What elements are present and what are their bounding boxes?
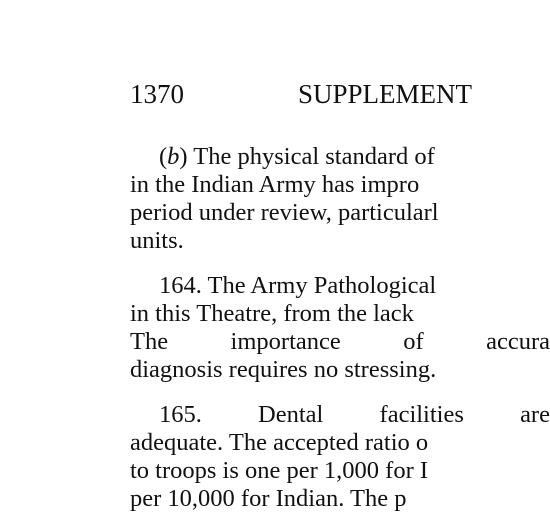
running-head: SUPPLEMENT xyxy=(298,79,473,109)
text-line: to troops is one per 1,000 for I xyxy=(130,457,429,484)
text-line: 165. Dental facilities are xyxy=(159,401,550,428)
text-line: adequate. The accepted ratio o xyxy=(130,429,429,456)
text-line: units. xyxy=(130,227,184,254)
text-line: (b) The physical standard of xyxy=(159,143,435,170)
paragraph-165 xyxy=(130,401,550,513)
text-line: in the Indian Army has impro xyxy=(130,171,420,198)
item-label: b xyxy=(167,143,180,170)
text-line: per 10,000 for Indian. The p xyxy=(130,485,407,512)
paragraph-164 xyxy=(130,272,550,384)
text-line: in this Theatre, from the lack xyxy=(130,300,414,327)
text-line: The importance of accura xyxy=(130,328,550,355)
text-line: 164. The Army Pathological xyxy=(159,272,437,299)
paragraph-b xyxy=(130,143,550,255)
body-text xyxy=(130,143,550,530)
text-line: period under review, particularl xyxy=(130,199,439,226)
text-line: diagnosis requires no stressing. xyxy=(130,356,437,383)
page-number: 1370 xyxy=(130,79,184,109)
